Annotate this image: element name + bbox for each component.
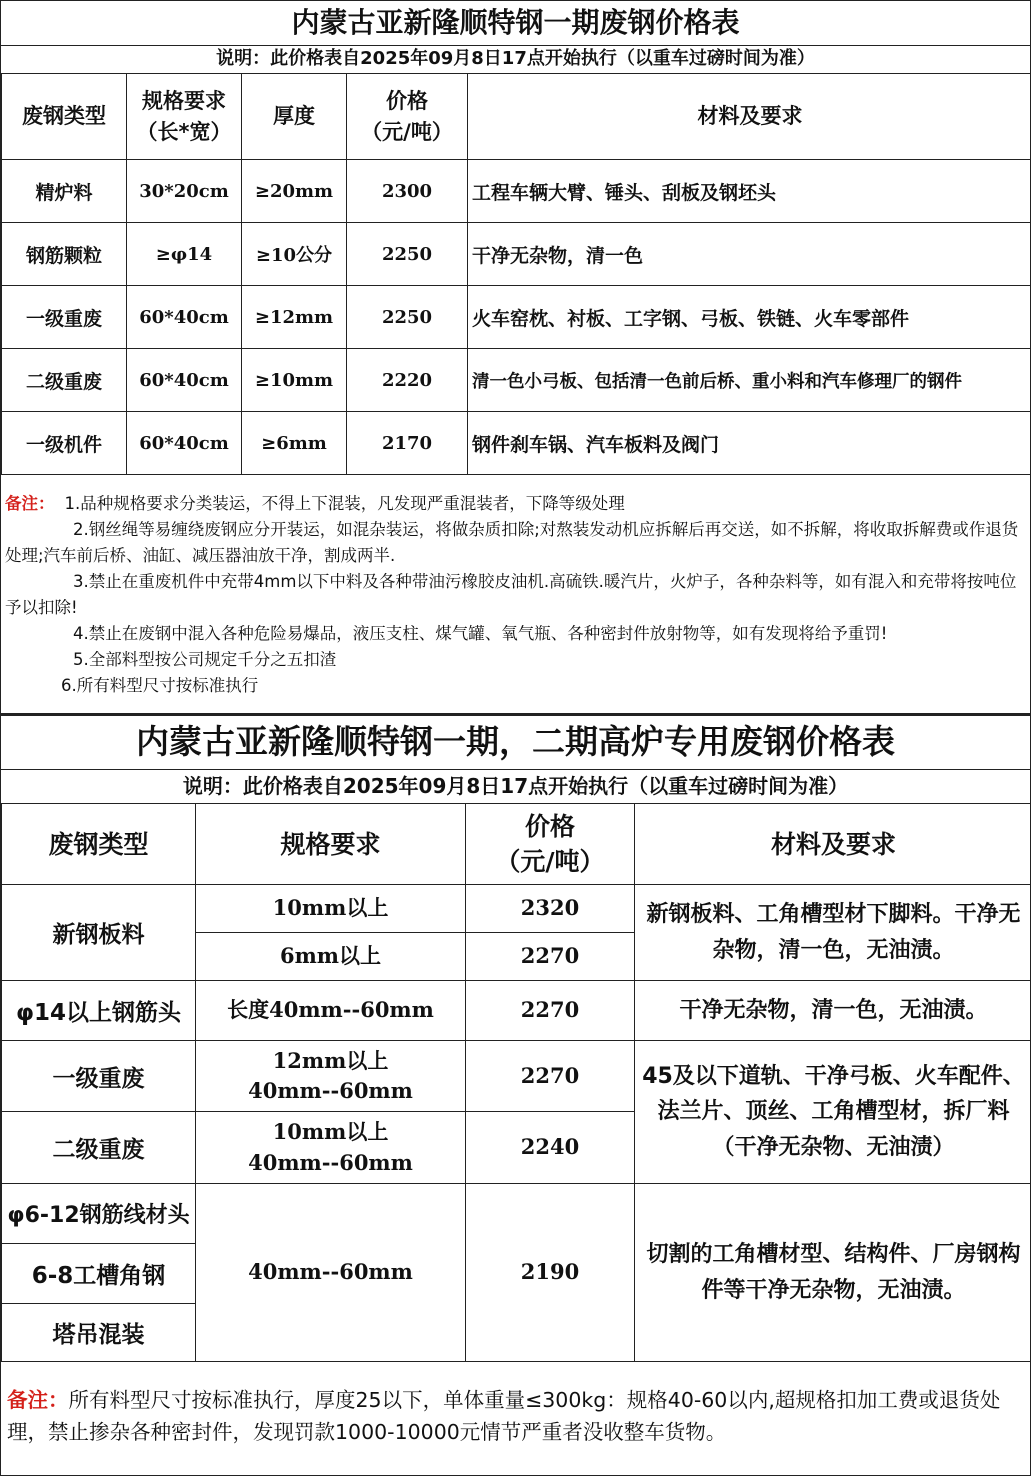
divider bbox=[1, 769, 1030, 770]
cell-type: 精炉料 bbox=[2, 160, 127, 223]
cell-type: 一级重废 bbox=[2, 1041, 196, 1112]
cell-spec: 60*40cm bbox=[127, 286, 242, 349]
cell-type: 一级机件 bbox=[2, 412, 127, 475]
cell-type: φ14以上钢筋头 bbox=[2, 981, 196, 1041]
cell-price: 2250 bbox=[347, 286, 468, 349]
cell-spec: ≥φ14 bbox=[127, 223, 242, 286]
header-type: 废钢类型 bbox=[2, 74, 127, 160]
table-row bbox=[2, 885, 1031, 933]
remark-text: 所有料型尺寸按标准执行，厚度25以下，单体重量≤300kg：规格40-60以内,超规格扣加工费或退货处理，禁止掺杂各种密封件，发现罚款1000-10000元情节严重者没收整车货物。 bbox=[7, 1388, 1001, 1444]
remarks-label: 备注： bbox=[7, 1388, 69, 1412]
cell-requirements: 45及以下道轨、干净弓板、火车配件、法兰片、顶丝、工角槽型材，拆厂料（干净无杂物、无油渍） bbox=[635, 1041, 1031, 1184]
cell-price: 2220 bbox=[347, 349, 468, 412]
table-row bbox=[2, 160, 1031, 223]
cell-requirements: 干净无杂物，清一色 bbox=[468, 223, 1031, 286]
cell-spec: 10mm以上 bbox=[196, 885, 466, 933]
cell-requirements: 切割的工角槽材型、结构件、厂房钢构件等干净无杂物，无油渍。 bbox=[635, 1184, 1031, 1362]
remarks-label: 备注： bbox=[5, 494, 55, 513]
cell-requirements: 新钢板料、工角槽型材下脚料。干净无杂物，清一色，无油渍。 bbox=[635, 885, 1031, 981]
sheet2-remarks bbox=[7, 1384, 1024, 1448]
table-row bbox=[2, 412, 1031, 475]
sheet1-remarks bbox=[1, 491, 1030, 699]
cell-price: 2320 bbox=[466, 885, 635, 933]
table-row bbox=[2, 1041, 1031, 1112]
cell-thickness: ≥12mm bbox=[242, 286, 347, 349]
price-sheet-phase1 bbox=[0, 0, 1031, 714]
sheet2-price-table bbox=[1, 803, 1031, 1362]
cell-thickness: ≥6mm bbox=[242, 412, 347, 475]
cell-spec: 30*20cm bbox=[127, 160, 242, 223]
table-row bbox=[2, 981, 1031, 1041]
price-sheet-blast-furnace bbox=[0, 714, 1031, 1476]
sheet1-note-line: 说明：此价格表自2025年09月8日17点开始执行（以重车过磅时间为准） bbox=[216, 48, 815, 69]
cell-requirements: 干净无杂物，清一色，无油渍。 bbox=[635, 981, 1031, 1041]
cell-price: 2270 bbox=[466, 1041, 635, 1112]
sheet1-title: 内蒙古亚新隆顺特钢一期废钢价格表 bbox=[291, 6, 740, 39]
cell-type: 钢筋颗粒 bbox=[2, 223, 127, 286]
cell-requirements: 钢件刹车锅、汽车板料及阀门 bbox=[468, 412, 1031, 475]
cell-price: 2240 bbox=[466, 1112, 635, 1184]
cell-spec-line1: 10mm以上 bbox=[272, 1119, 389, 1145]
cell-spec-line2: 40mm--60mm bbox=[248, 1078, 413, 1103]
remark-item: 5.全部料型按公司规定千分之五扣渣 bbox=[73, 650, 337, 669]
cell-type: 塔吊混装 bbox=[2, 1304, 196, 1362]
header-price-line2: （元/吨） bbox=[495, 847, 605, 876]
cell-thickness: ≥20mm bbox=[242, 160, 347, 223]
cell-spec bbox=[196, 1112, 466, 1184]
cell-spec: 6mm以上 bbox=[196, 933, 466, 981]
remark-item bbox=[1, 491, 1030, 517]
table-header-row bbox=[2, 74, 1031, 160]
cell-spec: 长度40mm--60mm bbox=[196, 981, 466, 1041]
cell-requirements: 清一色小弓板、包括清一色前后桥、重小料和汽车修理厂的钢件 bbox=[468, 349, 1031, 412]
remark-item: 4.禁止在废钢中混入各种危险易爆品，液压支柱、煤气罐、氧气瓶、各种密封件放射物等，如有发现将给予重罚! bbox=[73, 624, 888, 643]
divider bbox=[1, 45, 1030, 46]
cell-spec bbox=[196, 1041, 466, 1112]
cell-spec: 60*40cm bbox=[127, 349, 242, 412]
header-spec: 规格要求 bbox=[196, 804, 466, 885]
header-price bbox=[347, 74, 468, 160]
header-requirements: 材料及要求 bbox=[468, 74, 1031, 160]
header-price-line1: 价格 bbox=[386, 89, 428, 114]
remark-item: 3.禁止在重废机件中充带4mm以下中料及各种带油污橡胶皮油机.高硫铁.暖汽片，火炉子，各种杂料等，如有混入和充带将按吨位予以扣除! bbox=[5, 572, 1017, 617]
header-spec-line2: （长*宽） bbox=[136, 119, 232, 144]
cell-type: 二级重废 bbox=[2, 349, 127, 412]
cell-price: 2250 bbox=[347, 223, 468, 286]
cell-price: 2170 bbox=[347, 412, 468, 475]
cell-requirements: 工程车辆大臂、锤头、刮板及钢坯头 bbox=[468, 160, 1031, 223]
header-requirements: 材料及要求 bbox=[635, 804, 1031, 885]
table-row bbox=[2, 1184, 1031, 1244]
table-row bbox=[2, 223, 1031, 286]
cell-type: 新钢板料 bbox=[2, 885, 196, 981]
cell-type: 二级重废 bbox=[2, 1112, 196, 1184]
header-thickness: 厚度 bbox=[242, 74, 347, 160]
header-price-line2: （元/吨） bbox=[361, 119, 453, 144]
header-spec bbox=[127, 74, 242, 160]
cell-thickness: ≥10mm bbox=[242, 349, 347, 412]
cell-price: 2300 bbox=[347, 160, 468, 223]
cell-price: 2270 bbox=[466, 981, 635, 1041]
header-spec-line1: 规格要求 bbox=[142, 89, 226, 114]
remark-item: 2.钢丝绳等易缠绕废钢应分开装运，如混杂装运，将做杂质扣除;对熬装发动机应拆解后再交送，如不拆解，将收取拆解费或作退货处理;汽车前后桥、油缸、减压器油放干净，割成两半. bbox=[5, 520, 1019, 565]
cell-spec-line1: 12mm以上 bbox=[272, 1047, 389, 1073]
cell-price: 2270 bbox=[466, 933, 635, 981]
header-price-line1: 价格 bbox=[524, 812, 575, 841]
cell-price: 2190 bbox=[466, 1184, 635, 1362]
sheet2-title: 内蒙古亚新隆顺特钢一期，二期高炉专用废钢价格表 bbox=[136, 722, 895, 761]
header-price bbox=[466, 804, 635, 885]
cell-requirements: 火车窑枕、衬板、工字钢、弓板、铁链、火车零部件 bbox=[468, 286, 1031, 349]
cell-spec: 60*40cm bbox=[127, 412, 242, 475]
cell-type: 一级重废 bbox=[2, 286, 127, 349]
cell-thickness: ≥10公分 bbox=[242, 223, 347, 286]
remark-text: 1.品种规格要求分类装运，不得上下混装，凡发现严重混装者，下降等级处理 bbox=[64, 494, 625, 513]
table-header-row bbox=[2, 804, 1031, 885]
remark-item: 6.所有料型尺寸按标准执行 bbox=[61, 676, 259, 695]
cell-spec-line2: 40mm--60mm bbox=[248, 1149, 413, 1175]
header-type: 废钢类型 bbox=[2, 804, 196, 885]
table-row bbox=[2, 349, 1031, 412]
sheet2-note-line: 说明：此价格表自2025年09月8日17点开始执行（以重车过磅时间为准） bbox=[182, 774, 849, 798]
table-row bbox=[2, 286, 1031, 349]
cell-spec: 40mm--60mm bbox=[196, 1184, 466, 1362]
cell-type: φ6-12钢筋线材头 bbox=[2, 1184, 196, 1244]
cell-type: 6-8工槽角钢 bbox=[2, 1244, 196, 1304]
sheet1-price-table bbox=[1, 73, 1031, 475]
